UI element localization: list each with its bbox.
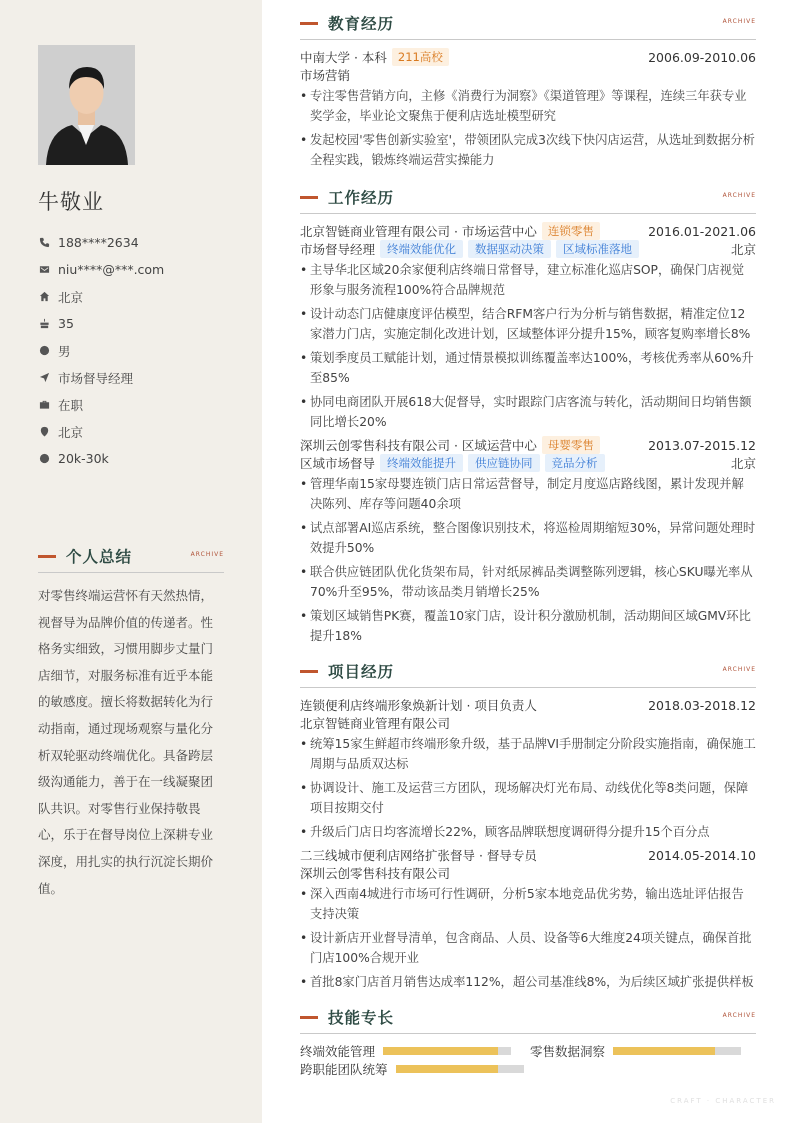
project-date: 2018.03-2018.12 bbox=[648, 697, 756, 713]
skills-archive-tag: ARCHIVE bbox=[722, 1012, 756, 1019]
project-company-row bbox=[300, 864, 756, 882]
profile-photo bbox=[38, 45, 135, 165]
job-skill-tag: 终端效能优化 bbox=[380, 240, 463, 258]
projects-archive-tag: ARCHIVE bbox=[722, 666, 756, 673]
education-entry-header bbox=[300, 48, 756, 66]
job-header bbox=[300, 436, 756, 454]
briefcase-icon bbox=[38, 399, 50, 411]
project-bullets bbox=[300, 884, 756, 992]
section-accent-bar bbox=[300, 1016, 318, 1019]
list-item: • 试点部署AI巡店系统，整合图像识别技术，将巡检周期缩短30%，异常问题处理时效提升50% bbox=[300, 518, 756, 558]
section-accent-bar bbox=[38, 555, 56, 558]
education-archive-tag: ARCHIVE bbox=[722, 18, 756, 25]
skill-level-fill bbox=[613, 1047, 715, 1055]
project-date: 2014.05-2014.10 bbox=[648, 847, 756, 863]
contact-info-list bbox=[38, 229, 164, 472]
email-icon bbox=[38, 264, 50, 276]
job-city: 北京 bbox=[730, 456, 756, 471]
work-section bbox=[300, 186, 756, 646]
skill-item bbox=[300, 1042, 530, 1060]
project-company: 北京智链商业管理有限公司 bbox=[300, 716, 451, 731]
list-item: • 策划区域销售PK赛，覆盖10家门店，设计积分激励机制，活动期间区域GMV环比提升18% bbox=[300, 606, 756, 646]
info-email-text: niu****@***.com bbox=[58, 262, 165, 277]
list-item: • 升级后门店日均客流增长22%，顾客品牌联想度调研得分提升15个百分点 bbox=[300, 822, 756, 842]
summary-title: 个人总结 bbox=[66, 548, 133, 566]
work-title: 工作经历 bbox=[328, 189, 395, 207]
skill-item bbox=[300, 1060, 524, 1078]
list-item: • 设计动态门店健康度评估模型，结合RFM客户行为分析与销售数据，精准定位12家潜力门店，实施定制化改进计划，区域整体评分提升15%，顾客复购率增长8% bbox=[300, 304, 756, 344]
summary-archive-tag: ARCHIVE bbox=[190, 551, 224, 558]
projects-section bbox=[300, 660, 756, 992]
education-header bbox=[300, 12, 756, 34]
job-role-row bbox=[300, 454, 756, 472]
send-icon bbox=[38, 372, 50, 384]
list-item: • 联合供应链团队优化货架布局，针对纸尿裤品类调整陈列逻辑，核心SKU曝光率从70%升至95%，带动该品类月销增长25% bbox=[300, 562, 756, 602]
section-divider bbox=[300, 1033, 756, 1034]
skill-level-fill bbox=[383, 1047, 498, 1055]
skill-level-bar bbox=[396, 1065, 524, 1073]
section-accent-bar bbox=[300, 22, 318, 25]
skill-level-bar bbox=[613, 1047, 741, 1055]
info-position-text: 市场督导经理 bbox=[58, 370, 134, 386]
project-name: 二三线城市便利店网络扩张督导 · 督导专员 bbox=[300, 848, 537, 863]
skill-name: 跨职能团队统筹 bbox=[300, 1062, 388, 1077]
info-gender bbox=[38, 337, 164, 364]
main-content bbox=[300, 12, 756, 1078]
info-location-text: 北京 bbox=[58, 424, 84, 440]
project-header bbox=[300, 846, 756, 864]
info-location bbox=[38, 418, 164, 445]
job-industry-badge: 母婴零售 bbox=[542, 436, 600, 454]
school-badge: 211高校 bbox=[392, 48, 449, 66]
info-age bbox=[38, 310, 164, 337]
education-date: 2006.09-2010.06 bbox=[648, 49, 756, 65]
info-phone bbox=[38, 229, 164, 256]
info-age-text: 35 bbox=[58, 316, 74, 331]
list-item: • 发起校园'零售创新实验室'，带领团队完成3次线下快闪店运营，从选址到数据分析全程实践，锻炼终端运营实操能力 bbox=[300, 130, 756, 170]
home-icon bbox=[38, 291, 50, 303]
info-gender-text: 男 bbox=[58, 343, 71, 359]
job-city: 北京 bbox=[730, 242, 756, 257]
section-divider bbox=[300, 687, 756, 688]
info-salary bbox=[38, 445, 164, 472]
cake-icon bbox=[38, 318, 50, 330]
skills-header bbox=[300, 1006, 756, 1028]
skills-title: 技能专长 bbox=[328, 1009, 395, 1027]
location-icon bbox=[38, 426, 50, 438]
job-role-row bbox=[300, 240, 756, 258]
project-company-row bbox=[300, 714, 756, 732]
job-company: 深圳云创零售科技有限公司 · 区域运营中心 bbox=[300, 438, 537, 453]
education-bullets bbox=[300, 86, 756, 170]
job-skill-tag: 供应链协同 bbox=[468, 454, 540, 472]
project-name: 连锁便利店终端形象焕新计划 · 项目负责人 bbox=[300, 698, 537, 713]
school-name: 中南大学 · 本科 bbox=[300, 50, 387, 65]
job-skill-tag: 竞品分析 bbox=[545, 454, 605, 472]
skill-level-bar bbox=[383, 1047, 511, 1055]
skill-level-fill bbox=[396, 1065, 498, 1073]
phone-icon bbox=[38, 237, 50, 249]
info-status bbox=[38, 391, 164, 418]
section-divider bbox=[300, 39, 756, 40]
summary-section bbox=[38, 545, 224, 902]
summary-text: 对零售终端运营怀有天然热情，视督导为品牌价值的传递者。性格务实细致，习惯用脚步丈量门店细节，对服务标准有近乎本能的敏感度。擅长将数据转化为行动指南，通过现场观察与量化分析双轮驱动终端优化。具备跨层级沟通能力，善于在一线凝聚团队共识。对零售行业保持敬畏心，乐于在督导岗位上深耕专业深度，用扎实的执行沉淀长期价值。 bbox=[38, 588, 214, 896]
education-major-row bbox=[300, 66, 756, 84]
job-company: 北京智链商业管理有限公司 · 市场运营中心 bbox=[300, 224, 537, 239]
info-position bbox=[38, 364, 164, 391]
job-role: 区域市场督导 bbox=[300, 456, 376, 471]
section-divider bbox=[38, 572, 224, 573]
info-status-text: 在职 bbox=[58, 397, 84, 413]
list-item: • 深入西南4城进行市场可行性调研，分析5家本地竞品优劣势，输出选址评估报告支持决策 bbox=[300, 884, 756, 924]
job-industry-badge: 连锁零售 bbox=[542, 222, 600, 240]
info-phone-text: 188****2634 bbox=[58, 235, 139, 250]
project-header bbox=[300, 696, 756, 714]
education-major: 市场营销 bbox=[300, 68, 351, 83]
section-accent-bar bbox=[300, 670, 318, 673]
skills-row bbox=[300, 1042, 756, 1060]
skills-section bbox=[300, 1006, 756, 1078]
money-icon bbox=[38, 453, 50, 465]
job-header bbox=[300, 222, 756, 240]
skill-name: 零售数据洞察 bbox=[530, 1044, 606, 1059]
project-bullets bbox=[300, 734, 756, 842]
list-item: • 协同电商团队开展618大促督导，实时跟踪门店客流与转化，活动期间日均销售额同比增长20% bbox=[300, 392, 756, 432]
skills-list bbox=[300, 1042, 756, 1078]
skills-row bbox=[300, 1060, 756, 1078]
profile-name: 牛敬业 bbox=[38, 190, 104, 214]
section-accent-bar bbox=[300, 196, 318, 199]
info-home-text: 北京 bbox=[58, 289, 84, 305]
list-item: • 统筹15家生鲜超市终端形象升级，基于品牌VI手册制定分阶段实施指南，确保施工周期与品质双达标 bbox=[300, 734, 756, 774]
list-item: • 设计新店开业督导清单，包含商品、人员、设备等6大维度24项关键点，确保首批门店100%合规开业 bbox=[300, 928, 756, 968]
list-item: • 管理华南15家母婴连锁门店日常运营督导，制定月度巡店路线图，累计发现并解决陈列、库存等问题40余项 bbox=[300, 474, 756, 514]
gender-icon bbox=[38, 345, 50, 357]
work-header bbox=[300, 186, 756, 208]
summary-header bbox=[38, 545, 224, 567]
job-skill-tag: 终端效能提升 bbox=[380, 454, 463, 472]
education-title: 教育经历 bbox=[328, 15, 395, 33]
sidebar bbox=[0, 0, 262, 1123]
job-role: 市场督导经理 bbox=[300, 242, 376, 257]
projects-title: 项目经历 bbox=[328, 663, 395, 681]
info-email bbox=[38, 256, 164, 283]
job-bullets bbox=[300, 474, 756, 646]
projects-header bbox=[300, 660, 756, 682]
list-item: • 主导华北区域20余家便利店终端日常督导，建立标准化巡店SOP，确保门店视觉形象与服务流程100%符合品牌规范 bbox=[300, 260, 756, 300]
section-divider bbox=[300, 213, 756, 214]
education-section bbox=[300, 12, 756, 170]
work-archive-tag: ARCHIVE bbox=[722, 192, 756, 199]
info-home bbox=[38, 283, 164, 310]
list-item: • 协调设计、施工及运营三方团队，现场解决灯光布局、动线优化等8类问题，保障项目按期交付 bbox=[300, 778, 756, 818]
list-item: • 专注零售营销方向，主修《消费行为洞察》《渠道管理》等课程，连续三年获专业奖学金，毕业论文聚焦于便利店选址模型研究 bbox=[300, 86, 756, 126]
job-skill-tag: 数据驱动决策 bbox=[468, 240, 551, 258]
skill-name: 终端效能管理 bbox=[300, 1044, 376, 1059]
project-company: 深圳云创零售科技有限公司 bbox=[300, 866, 451, 881]
job-skill-tag: 区域标准落地 bbox=[556, 240, 639, 258]
job-date: 2016.01-2021.06 bbox=[648, 223, 756, 239]
skill-item bbox=[530, 1042, 741, 1060]
watermark: CRAFT · CHARACTER bbox=[670, 1097, 776, 1105]
job-date: 2013.07-2015.12 bbox=[648, 437, 756, 453]
info-salary-text: 20k-30k bbox=[58, 451, 109, 466]
job-bullets bbox=[300, 260, 756, 432]
list-item: • 策划季度员工赋能计划，通过情景模拟训练覆盖率达100%，考核优秀率从60%升至85% bbox=[300, 348, 756, 388]
list-item: • 首批8家门店首月销售达成率112%，超公司基准线8%，为后续区域扩张提供样板 bbox=[300, 972, 756, 992]
